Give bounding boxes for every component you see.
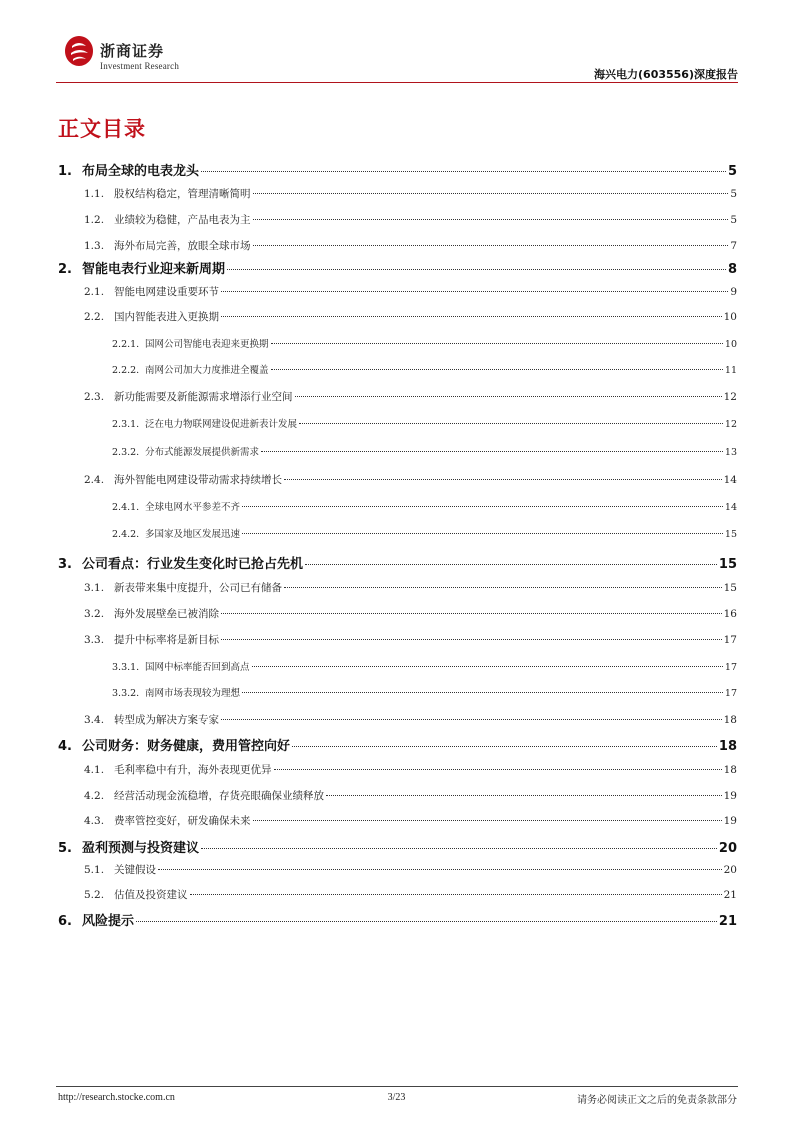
toc-entry-title: 南网公司加大力度推进全覆盖 (145, 365, 269, 376)
toc-entry-number: 4.3. (84, 815, 105, 827)
toc-entry-level1[interactable] (0, 258, 793, 277)
toc-entry-page: 17 (724, 688, 737, 699)
toc-entry-title: 关键假设 (114, 864, 156, 876)
brand-name-cn: 浙商证券 (100, 42, 165, 60)
toc-entry-number: 2.2. (84, 311, 105, 323)
toc-entry-page: 11 (724, 365, 737, 376)
toc-entry-title: 泛在电力物联网建设促进新表计发展 (145, 419, 298, 430)
toc-entry-page: 21 (723, 889, 737, 901)
toc-entry-page: 17 (724, 662, 737, 673)
header-divider (56, 82, 738, 83)
toc-entry-number: 6. (58, 914, 72, 929)
brand-name-en: Investment Research (100, 61, 180, 71)
toc-entry-title: 股权结构稳定，管理清晰简明 (114, 188, 251, 200)
toc-entry-page: 20 (723, 864, 737, 876)
toc-entry-title: 风险提示 (82, 914, 135, 929)
toc-entry-number: 4.2. (84, 790, 105, 802)
toc-entry-level3[interactable] (0, 685, 793, 699)
toc-entry-number: 2.3.2. (112, 447, 140, 458)
toc-entry-level2[interactable] (0, 606, 793, 621)
toc-entry-number: 5. (58, 841, 72, 856)
toc-entry-page: 5 (730, 214, 737, 226)
toc-entry-page: 18 (723, 714, 737, 726)
toc-entry-number: 2.4. (84, 474, 105, 486)
toc-dot-leader (252, 666, 723, 667)
toc-entry-page: 8 (727, 262, 737, 277)
toc-dot-leader (221, 316, 722, 317)
toc-entry-page: 9 (730, 286, 737, 298)
toc-dot-leader (299, 423, 723, 424)
toc-dot-leader (221, 639, 722, 640)
toc-entry-level3[interactable] (0, 499, 793, 513)
toc-entry-number: 3.3.1. (112, 662, 140, 673)
logo-icon (64, 34, 94, 68)
toc-entry-level3[interactable] (0, 659, 793, 673)
toc-entry-level1[interactable] (0, 910, 793, 929)
toc-entry-title: 国内智能表进入更换期 (114, 311, 219, 323)
toc-entry-page: 5 (730, 188, 737, 200)
toc-entry-page: 12 (724, 419, 737, 430)
toc-entry-page: 13 (724, 447, 737, 458)
toc-entry-page: 14 (724, 502, 737, 513)
toc-entry-title: 海外布局完善，放眼全球市场 (114, 240, 251, 252)
toc-entry-level2[interactable] (0, 632, 793, 647)
toc-dot-leader (305, 564, 717, 565)
toc-entry-level2[interactable] (0, 813, 793, 828)
toc-entry-number: 5.1. (84, 864, 105, 876)
toc-entry-page: 14 (723, 474, 737, 486)
toc-entry-title: 公司看点：行业发生变化时已抢占先机 (82, 557, 304, 572)
toc-dot-leader (221, 291, 728, 292)
toc-heading: 正文目录 (58, 117, 146, 141)
toc-dot-leader (274, 769, 722, 770)
toc-entry-number: 4.1. (84, 764, 105, 776)
toc-entry-number: 2.1. (84, 286, 105, 298)
toc-dot-leader (253, 219, 729, 220)
toc-entry-level1[interactable] (0, 735, 793, 754)
toc-entry-level3[interactable] (0, 444, 793, 458)
toc-dot-leader (295, 396, 722, 397)
toc-entry-level2[interactable] (0, 238, 793, 253)
page-header (56, 28, 738, 84)
toc-dot-leader (292, 746, 717, 747)
toc-dot-leader (284, 479, 722, 480)
toc-entry-title: 智能电网建设重要环节 (114, 286, 219, 298)
toc-entry-number: 4. (58, 739, 72, 754)
toc-entry-number: 3.2. (84, 608, 105, 620)
footer-url[interactable]: http://research.stocke.com.cn (58, 1092, 175, 1103)
toc-entry-title: 新功能需要及新能源需求增添行业空间 (114, 391, 293, 403)
toc-entry-page: 19 (723, 790, 737, 802)
toc-entry-number: 2. (58, 262, 72, 277)
toc-entry-title: 海外智能电网建设带动需求持续增长 (114, 474, 282, 486)
toc-entry-page: 10 (723, 311, 737, 323)
toc-entry-level3[interactable] (0, 362, 793, 376)
toc-entry-title: 国网中标率能否回到高点 (145, 662, 250, 673)
toc-dot-leader (242, 692, 723, 693)
toc-entry-level2[interactable] (0, 788, 793, 803)
toc-entry-number: 2.4.2. (112, 529, 140, 540)
toc-entry-title: 提升中标率将是新目标 (114, 634, 219, 646)
toc-entry-title: 南网市场表现较为理想 (145, 688, 241, 699)
toc-dot-leader (221, 613, 722, 614)
toc-entry-level1[interactable] (0, 160, 793, 179)
toc-dot-leader (190, 894, 722, 895)
toc-entry-title: 多国家及地区发展迅速 (145, 529, 241, 540)
toc-entry-number: 2.2.2. (112, 365, 140, 376)
toc-entry-level2[interactable] (0, 887, 793, 902)
toc-entry-level3[interactable] (0, 336, 793, 350)
footer-divider (56, 1086, 738, 1087)
toc-entry-title: 转型成为解决方案专家 (114, 714, 219, 726)
toc-entry-level3[interactable] (0, 416, 793, 430)
toc-entry-level2[interactable] (0, 472, 793, 487)
toc-dot-leader (284, 587, 722, 588)
toc-dot-leader (326, 795, 722, 796)
toc-entry-title: 海外发展壁垒已被消除 (114, 608, 219, 620)
toc-entry-page: 7 (730, 240, 737, 252)
toc-entry-number: 1.1. (84, 188, 105, 200)
toc-entry-level2[interactable] (0, 389, 793, 404)
toc-dot-leader (253, 193, 729, 194)
toc-dot-leader (201, 171, 726, 172)
toc-dot-leader (271, 369, 723, 370)
toc-entry-page: 15 (718, 557, 737, 572)
toc-entry-page: 15 (723, 582, 737, 594)
toc-entry-level2[interactable] (0, 186, 793, 201)
toc-entry-title: 全球电网水平参差不齐 (145, 502, 241, 513)
toc-dot-leader (201, 848, 717, 849)
toc-entry-title: 经营活动现金流稳增，存货亮眼确保业绩释放 (114, 790, 324, 802)
toc-entry-level3[interactable] (0, 526, 793, 540)
disclaimer-note: 请务必阅读正文之后的免责条款部分 (577, 1095, 737, 1106)
toc-entry-number: 3.1. (84, 582, 105, 594)
toc-entry-page: 19 (723, 815, 737, 827)
toc-dot-leader (271, 343, 723, 344)
toc-entry-number: 3. (58, 557, 72, 572)
toc-dot-leader (253, 820, 722, 821)
toc-entry-page: 18 (723, 764, 737, 776)
toc-dot-leader (227, 269, 726, 270)
toc-entry-page: 16 (723, 608, 737, 620)
toc-entry-number: 1.2. (84, 214, 105, 226)
toc-entry-number: 2.3.1. (112, 419, 140, 430)
toc-dot-leader (136, 921, 717, 922)
toc-entry-title: 毛利率稳中有升，海外表现更优异 (114, 764, 272, 776)
toc-entry-title: 新表带来集中度提升，公司已有储备 (114, 582, 282, 594)
toc-entry-number: 3.4. (84, 714, 105, 726)
toc-entry-number: 3.3.2. (112, 688, 140, 699)
toc-entry-title: 国网公司智能电表迎来更换期 (145, 339, 269, 350)
toc-entry-title: 盈利预测与投资建议 (82, 841, 200, 856)
toc-entry-page: 18 (718, 739, 737, 754)
toc-entry-level2[interactable] (0, 309, 793, 324)
toc-entry-title: 分布式能源发展提供新需求 (145, 447, 260, 458)
toc-entry-number: 2.3. (84, 391, 105, 403)
toc-entry-number: 1. (58, 164, 72, 179)
toc-entry-level2[interactable] (0, 862, 793, 877)
toc-entry-title: 业绩较为稳健，产品电表为主 (114, 214, 251, 226)
toc-dot-leader (261, 451, 723, 452)
toc-entry-number: 2.2.1. (112, 339, 140, 350)
toc-entry-level2[interactable] (0, 284, 793, 299)
toc-entry-title: 布局全球的电表龙头 (82, 164, 200, 179)
toc-entry-number: 2.4.1. (112, 502, 140, 513)
toc-entry-level1[interactable] (0, 553, 793, 572)
toc-dot-leader (253, 245, 729, 246)
toc-dot-leader (158, 869, 722, 870)
toc-entry-level2[interactable] (0, 212, 793, 227)
toc-dot-leader (242, 506, 723, 507)
toc-entry-title: 智能电表行业迎来新周期 (82, 262, 226, 277)
toc-entry-number: 5.2. (84, 889, 105, 901)
toc-entry-page: 12 (723, 391, 737, 403)
toc-entry-page: 20 (718, 841, 737, 856)
toc-entry-title: 估值及投资建议 (114, 889, 188, 901)
toc-entry-page: 17 (723, 634, 737, 646)
toc-entry-page: 5 (727, 164, 737, 179)
toc-entry-page: 10 (724, 339, 737, 350)
toc-dot-leader (242, 533, 723, 534)
toc-entry-page: 15 (724, 529, 737, 540)
toc-entry-number: 3.3. (84, 634, 105, 646)
page-number: 3/23 (387, 1092, 406, 1103)
toc-entry-level2[interactable] (0, 580, 793, 595)
toc-entry-level2[interactable] (0, 762, 793, 777)
report-title: 海兴电力(603556)深度报告 (594, 68, 738, 81)
toc-entry-level2[interactable] (0, 712, 793, 727)
toc-entry-title: 费率管控变好，研发确保未来 (114, 815, 251, 827)
toc-entry-number: 1.3. (84, 240, 105, 252)
toc-entry-title: 公司财务：财务健康，费用管控向好 (82, 739, 291, 754)
toc-entry-page: 21 (718, 914, 737, 929)
toc-entry-level1[interactable] (0, 837, 793, 856)
toc-dot-leader (221, 719, 722, 720)
